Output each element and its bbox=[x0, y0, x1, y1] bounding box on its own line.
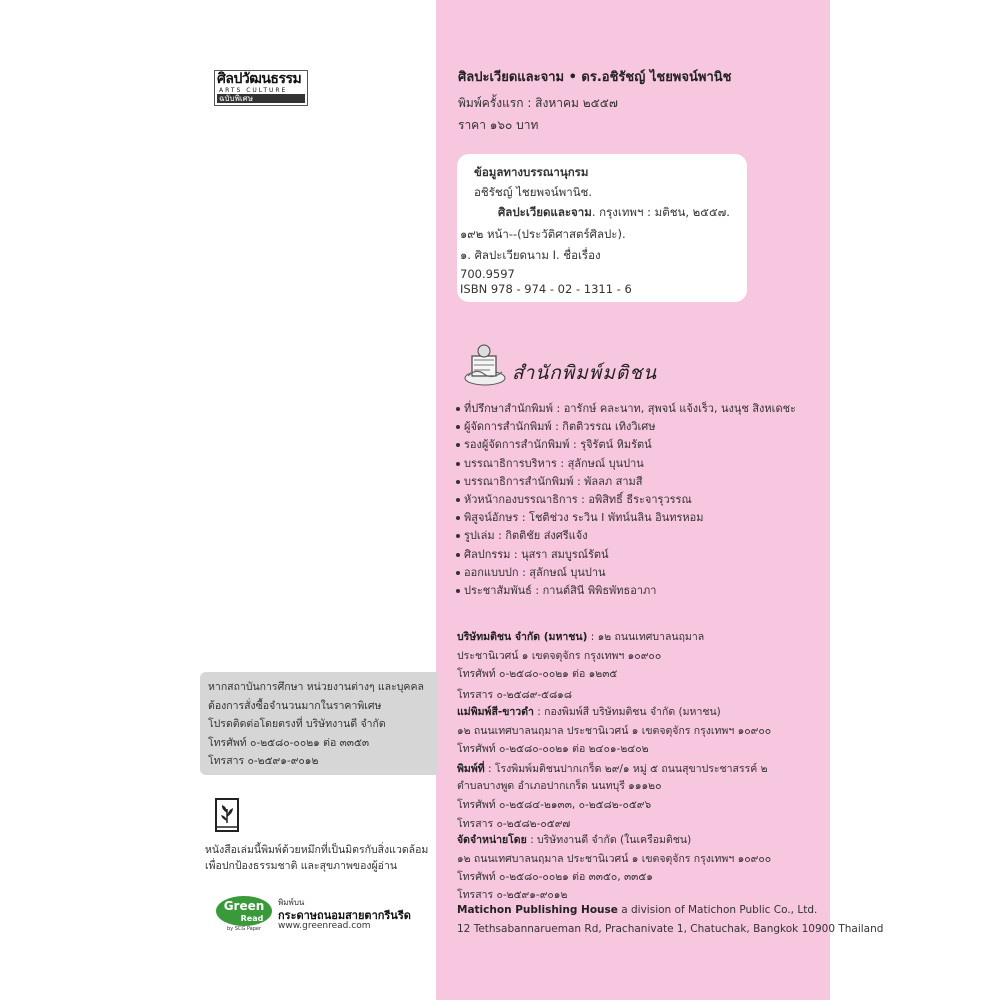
address-text: : โรงพิมพ์มติชนปากเกร็ด ๒๙/๑ หมู่ ๕ ถนนสุขาประชาสรรค์ ๒ bbox=[484, 763, 768, 775]
address-line bbox=[457, 886, 567, 903]
staff-text: หัวหน้ากองบรรณาธิการ : อพิสิทธิ์ ธีระจารุวรรณ bbox=[464, 492, 692, 506]
address-label: จัดจำหน่ายโดย bbox=[457, 834, 527, 846]
catalog-subject: ๑. ศิลปะเวียดนาม I. ชื่อเรื่อง bbox=[460, 248, 601, 262]
address-line bbox=[457, 815, 570, 832]
publisher-emblem-icon bbox=[460, 340, 510, 390]
staff-text: บรรณาธิการบริหาร : สุลักษณ์ บุนปาน bbox=[464, 456, 644, 470]
book-title-header: ศิลปะเวียดและจาม • ดร.อชิรัชญ์ ไชยพจน์พานิช bbox=[458, 70, 732, 85]
address-line bbox=[457, 796, 651, 813]
address-text: ๑๒ ถนนเทศบาลนฤมาล ประชานิเวศน์ ๑ เขตจตุจักร กรุงเทพฯ ๑๐๙๐๐ bbox=[457, 725, 772, 737]
address-label: Matichon Publishing House bbox=[457, 904, 618, 916]
logo-line-1: ศิลปวัฒนธรรม bbox=[217, 71, 302, 87]
address-line bbox=[457, 722, 771, 739]
address-text: : บริษัทงานดี จำกัด (ในเครือมติชน) bbox=[526, 834, 692, 846]
catalog-pages: ๑๙๒ หน้า--(ประวัติศาสตร์ศิลปะ). bbox=[460, 227, 626, 241]
bullet-icon bbox=[456, 534, 460, 538]
address-line bbox=[457, 904, 817, 916]
eco-book-icon bbox=[214, 797, 242, 833]
staff-item bbox=[456, 455, 796, 473]
catalog-title-line bbox=[498, 204, 730, 222]
address-text: โทรศัพท์ ๐-๒๕๘๐-๐๐๒๑ ต่อ ๑๒๓๕ bbox=[457, 668, 618, 680]
bullet-icon bbox=[456, 589, 460, 593]
catalog-isbn: ISBN 978 - 974 - 02 - 1311 - 6 bbox=[460, 282, 632, 296]
staff-item bbox=[456, 473, 796, 491]
staff-text: ที่ปรึกษาสำนักพิมพ์ : อารักษ์ คละนาท, สุพจน์ แจ้งเร็ว, นงนุช สิงหเดชะ bbox=[464, 402, 796, 415]
address-text: ตำบลบางพูด อำเภอปากเกร็ด นนทบุรี ๑๑๑๒๐ bbox=[457, 780, 662, 792]
staff-item bbox=[456, 509, 796, 527]
address-line bbox=[457, 923, 883, 935]
arts-culture-logo bbox=[214, 70, 308, 106]
logo-line-3: ฉบับพิเศษ bbox=[217, 94, 305, 103]
green-read-printed-on: พิมพ์บน bbox=[278, 898, 305, 907]
address-line bbox=[457, 831, 691, 848]
eco-note-line-1: หนังสือเล่มนี้พิมพ์ด้วยหมึกที่เป็นมิตรกับสิ่งแวดล้อม bbox=[205, 844, 429, 856]
edition-line: พิมพ์ครั้งแรก : สิงหาคม ๒๕๕๗ bbox=[458, 96, 618, 110]
staff-list bbox=[456, 400, 796, 600]
staff-item bbox=[456, 564, 796, 582]
staff-text: ศิลปกรรม : นุสรา สมบูรณ์รัตน์ bbox=[464, 547, 609, 561]
order-box-line: โทรศัพท์ ๐-๒๕๘๐-๐๐๒๑ ต่อ ๓๓๕๓ bbox=[208, 736, 370, 749]
matichon-publisher-logo bbox=[460, 340, 660, 398]
staff-text: รูปเล่ม : กิตติชัย ส่งศรีแจ้ง bbox=[464, 529, 588, 543]
address-line bbox=[457, 665, 617, 682]
catalog-author: อชิรัชญ์ ไชยพจน์พานิช. bbox=[474, 185, 593, 199]
address-text: โทรศัพท์ ๐-๒๕๘๐-๐๐๒๑ ต่อ ๓๓๕๐, ๓๓๕๑ bbox=[457, 871, 653, 883]
catalog-classification: 700.9597 bbox=[460, 267, 515, 281]
address-text: a division of Matichon Public Co., Ltd. bbox=[617, 904, 818, 916]
address-line bbox=[457, 647, 661, 664]
bullet-icon bbox=[456, 425, 460, 429]
staff-item bbox=[456, 400, 796, 418]
green-read-paper: กระดาษถนอมสายตากรีนรีด bbox=[278, 909, 411, 922]
address-text: โทรศัพท์ ๐-๒๕๘๐-๐๐๒๑ ต่อ ๒๔๐๑-๒๔๐๒ bbox=[457, 743, 649, 755]
address-text: โทรสาร ๐-๒๕๘๒-๐๕๙๗ bbox=[457, 818, 571, 830]
order-box-line: หากสถาบันการศึกษา หน่วยงานต่างๆ และบุคคล bbox=[208, 681, 424, 693]
address-text: : ๑๒ ถนนเทศบาลนฤมาล bbox=[587, 631, 705, 643]
svg-text:by SCG Paper: by SCG Paper bbox=[226, 926, 262, 931]
address-text: ประชานิเวศน์ ๑ เขตจตุจักร กรุงเทพฯ ๑๐๙๐๐ bbox=[457, 650, 662, 662]
address-label: แม่พิมพ์สี-ขาวดำ bbox=[457, 706, 534, 718]
svg-text:Read: Read bbox=[240, 914, 264, 923]
bullet-icon bbox=[456, 498, 460, 502]
address-line bbox=[457, 628, 704, 645]
bullet-icon bbox=[456, 443, 460, 447]
staff-text: รองผู้จัดการสำนักพิมพ์ : รุจิรัตน์ หิมรัตน์ bbox=[464, 438, 652, 452]
address-line bbox=[457, 703, 721, 720]
publisher-name: สำนักพิมพ์มติชน bbox=[512, 362, 658, 384]
staff-text: พิสูจน์อักษร : โชติช่วง ระวิน I พัทน์นลิน อินทรหอม bbox=[464, 511, 704, 525]
order-box-line: โปรดติดต่อโดยตรงที่ บริษัทงานดี จำกัด bbox=[208, 718, 386, 730]
address-line bbox=[457, 760, 768, 777]
staff-item bbox=[456, 527, 796, 545]
address-label: บริษัทมติชน จำกัด (มหาชน) bbox=[457, 631, 588, 643]
address-label: พิมพ์ที่ bbox=[457, 763, 485, 775]
address-text: 12 Tethsabannarueman Rd, Prachanivate 1, Chatuchak, Bangkok 10900 Thailand bbox=[457, 923, 884, 935]
green-read-url: www.greenread.com bbox=[278, 921, 371, 931]
logo-line-2: ARTS CULTURE bbox=[219, 87, 288, 94]
staff-text: ผู้จัดการสำนักพิมพ์ : กิตติวรรณ เทิงวิเศษ bbox=[464, 420, 656, 434]
address-line bbox=[457, 850, 771, 867]
address-text: โทรสาร ๐-๒๕๙๑-๙๐๑๒ bbox=[457, 889, 568, 901]
address-line bbox=[457, 740, 649, 757]
address-text: ๑๒ ถนนเทศบาลนฤมาล ประชานิเวศน์ ๑ เขตจตุจักร กรุงเทพฯ ๑๐๙๐๐ bbox=[457, 853, 772, 865]
address-line bbox=[457, 777, 662, 794]
order-box-line: ต้องการสั่งซื้อจำนวนมากในราคาพิเศษ bbox=[208, 699, 382, 712]
green-read-logo bbox=[214, 893, 274, 931]
staff-item bbox=[456, 436, 796, 454]
catalog-box bbox=[457, 154, 747, 302]
address-text: : กองพิมพ์สี บริษัทมติชน จำกัด (มหาชน) bbox=[533, 706, 721, 718]
bullet-icon bbox=[456, 480, 460, 484]
address-line bbox=[457, 868, 653, 885]
address-text: โทรสาร ๐-๒๕๘๙-๕๘๑๘ bbox=[457, 689, 572, 701]
staff-text: ประชาสัมพันธ์ : กานต์สินี พิพิธพัทธอาภา bbox=[464, 583, 657, 597]
address-line bbox=[457, 686, 572, 703]
staff-text: บรรณาธิการสำนักพิมพ์ : พัลลภ สามสี bbox=[464, 474, 643, 488]
catalog-book-rest: . กรุงเทพฯ : มติชน, ๒๕๕๗. bbox=[591, 205, 730, 219]
staff-text: ออกแบบปก : สุลักษณ์ บุนปาน bbox=[464, 565, 606, 579]
bullet-icon bbox=[456, 462, 460, 466]
svg-text:Green: Green bbox=[223, 899, 265, 913]
order-box-line: โทรสาร ๐-๒๕๙๑-๙๐๑๒ bbox=[208, 755, 319, 767]
staff-item bbox=[456, 491, 796, 509]
bulk-order-box bbox=[200, 672, 437, 775]
price-line: ราคา ๑๖๐ บาท bbox=[458, 118, 539, 132]
bullet-icon bbox=[456, 571, 460, 575]
staff-item bbox=[456, 546, 796, 564]
catalog-book-title: ศิลปะเวียดและจาม bbox=[498, 205, 592, 219]
bullet-icon bbox=[456, 407, 460, 411]
address-text: โทรศัพท์ ๐-๒๕๘๔-๒๑๓๓, ๐-๒๕๘๒-๐๕๙๖ bbox=[457, 799, 652, 811]
eco-note-line-2: เพื่อปกป้องธรรมชาติ และสุขภาพของผู้อ่าน bbox=[205, 860, 398, 872]
staff-item bbox=[456, 582, 796, 600]
staff-item bbox=[456, 418, 796, 436]
catalog-heading: ข้อมูลทางบรรณานุกรม bbox=[474, 165, 589, 179]
bullet-icon bbox=[456, 553, 460, 557]
bullet-icon bbox=[456, 516, 460, 520]
